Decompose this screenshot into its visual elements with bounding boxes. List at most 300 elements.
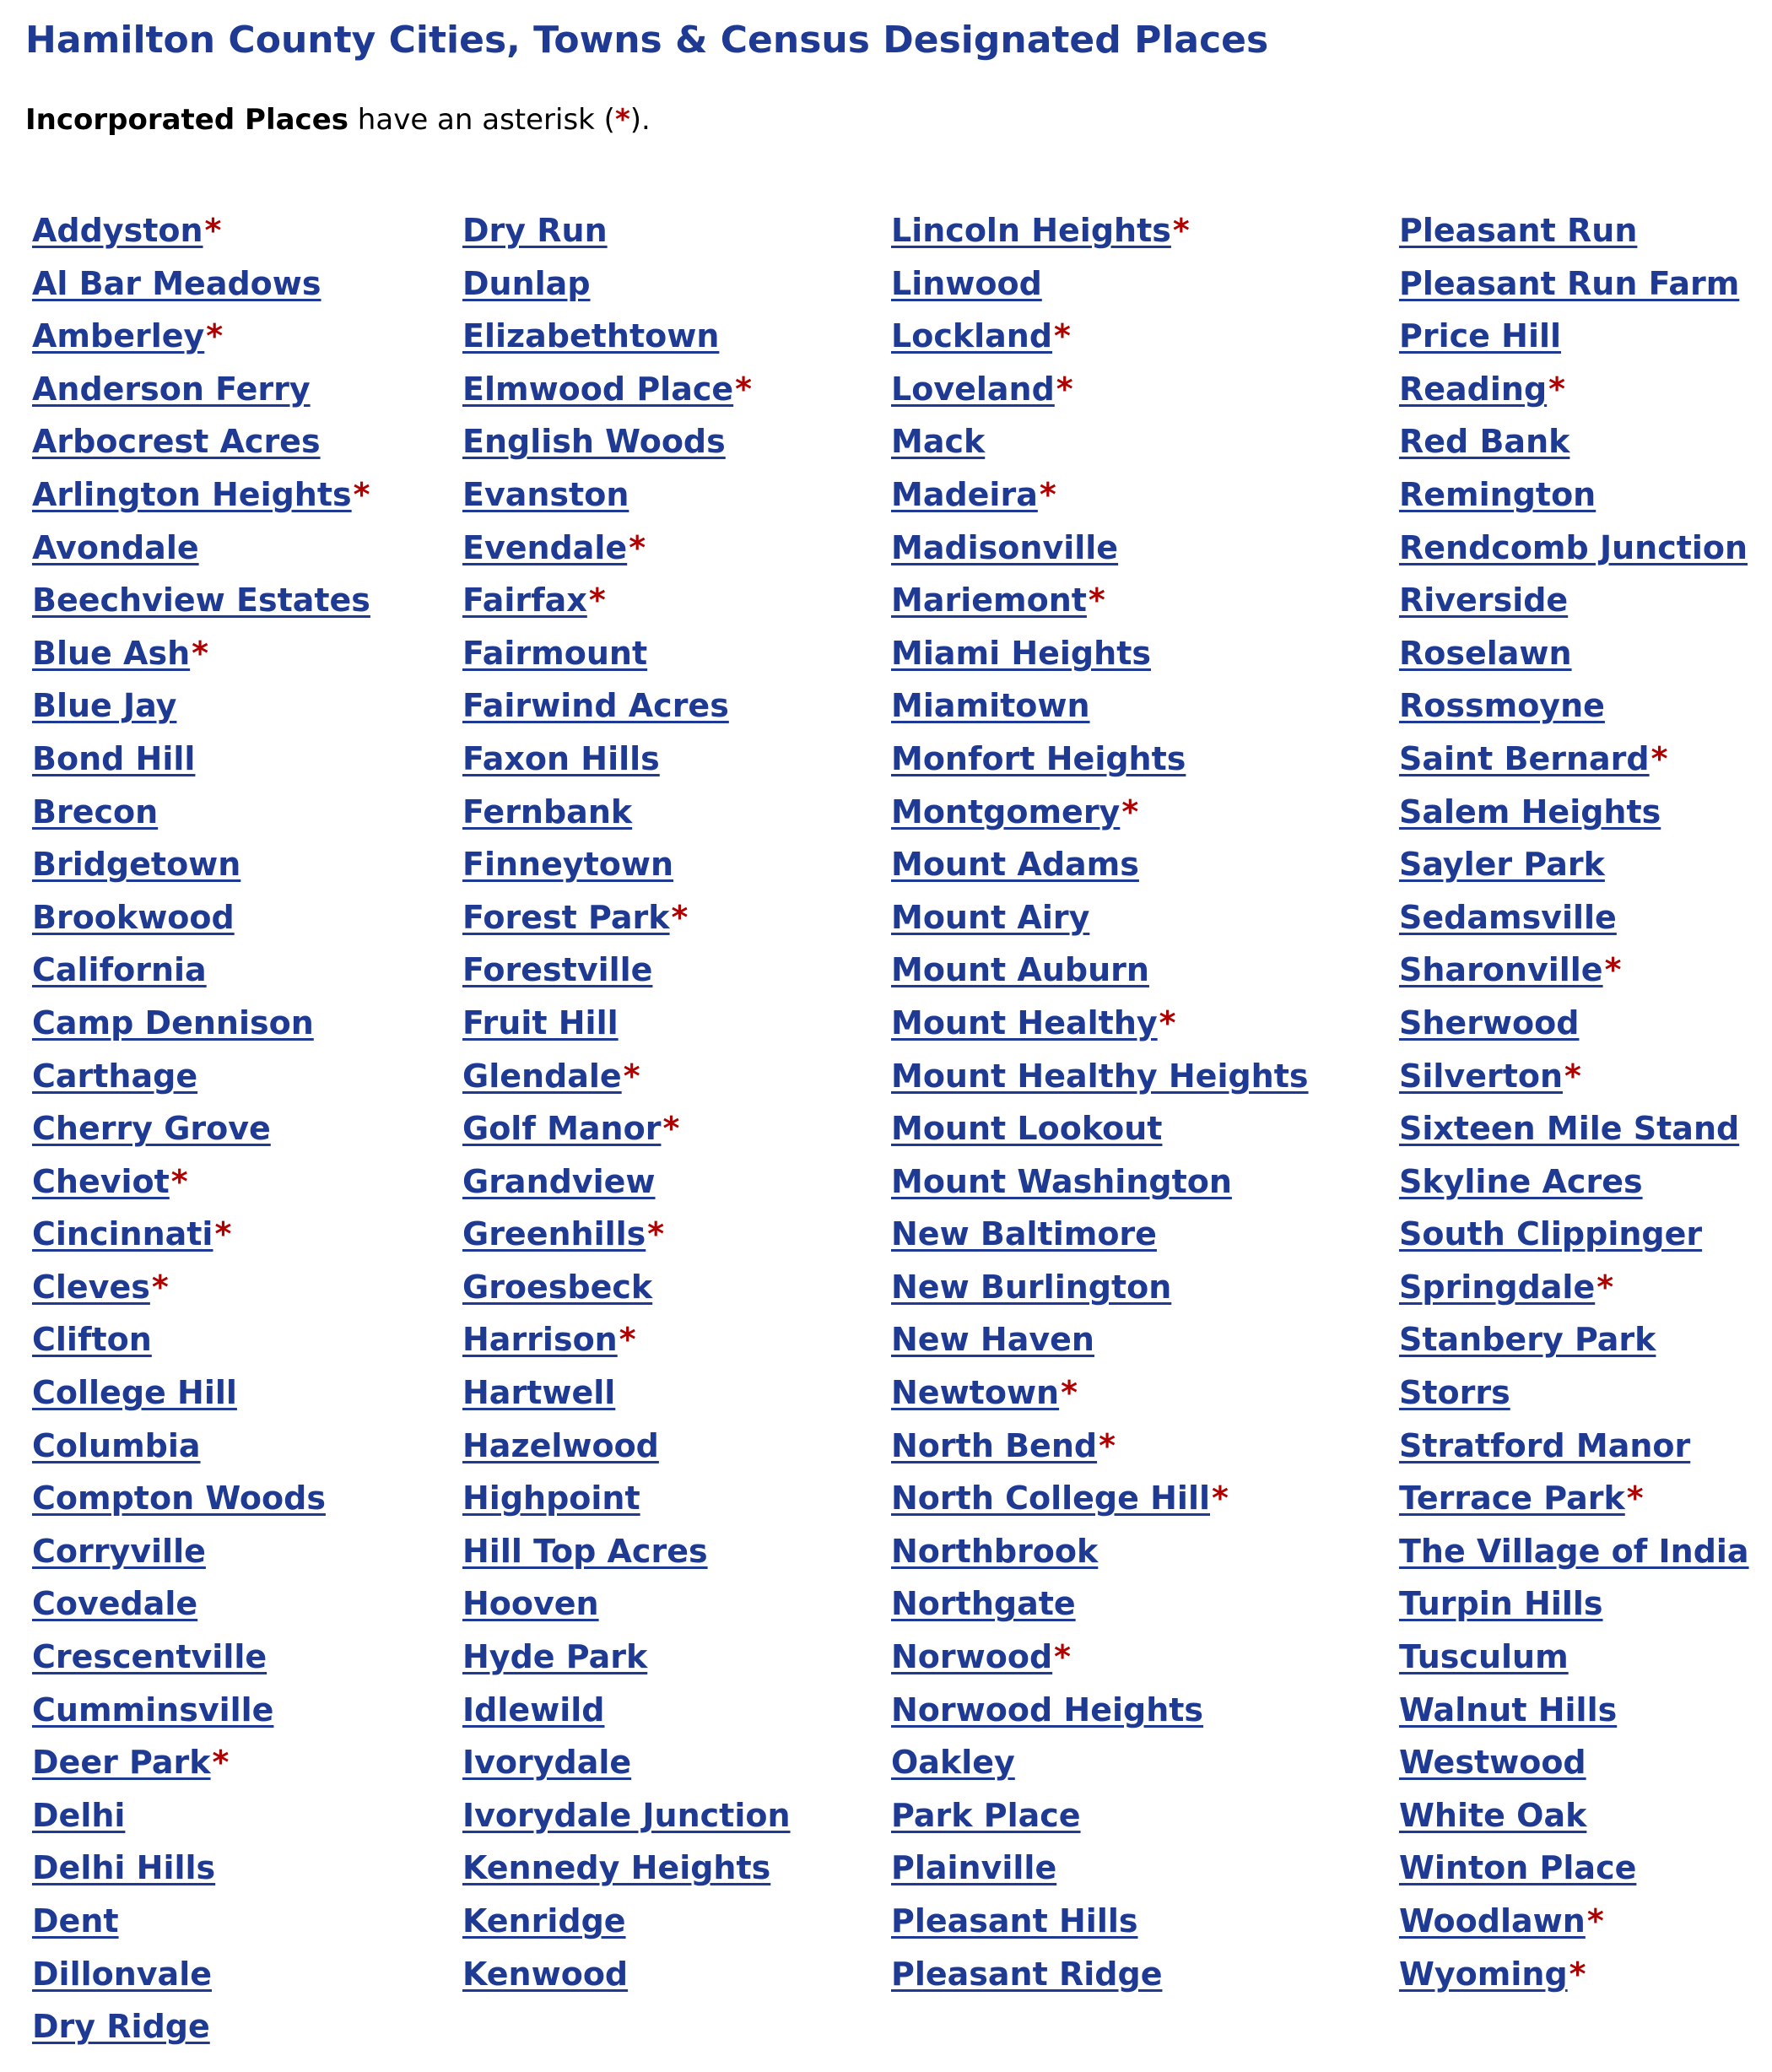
place-link[interactable]: Miamitown (891, 687, 1090, 725)
place-list-item (1399, 1313, 1749, 1366)
place-list-item (462, 1366, 791, 1420)
place-list-item (32, 204, 370, 257)
place-list-item (891, 944, 1309, 997)
incorporated-asterisk: * (1121, 793, 1139, 830)
place-link[interactable]: Elmwood Place (462, 370, 734, 408)
place-list-item (32, 1631, 370, 1684)
place-link[interactable]: Loveland (891, 370, 1055, 408)
place-list-item (32, 363, 370, 416)
place-link[interactable]: Monfort Heights (891, 739, 1186, 777)
place-list-item (891, 1366, 1309, 1420)
incorporated-asterisk: * (735, 370, 753, 408)
place-link[interactable]: Fairfax (462, 582, 587, 619)
incorporated-asterisk: * (588, 582, 606, 619)
place-link[interactable]: Delhi Hills (32, 1849, 216, 1887)
place-list-item (1399, 1420, 1749, 1473)
place-list-item (891, 838, 1309, 891)
place-link[interactable]: Cleves (32, 1268, 150, 1306)
place-link[interactable]: Rossmoyne (1399, 687, 1605, 725)
place-link[interactable]: Fairmount (462, 634, 648, 672)
place-list-item (1399, 415, 1749, 468)
place-link[interactable]: Cherry Grove (32, 1110, 271, 1148)
place-list-item (32, 1736, 370, 1789)
place-list-item (1399, 679, 1749, 733)
incorporated-asterisk: * (647, 1215, 665, 1253)
place-link[interactable]: Corryville (32, 1532, 206, 1570)
place-link[interactable]: Winton Place (1399, 1849, 1637, 1887)
incorporated-asterisk: * (1548, 370, 1566, 408)
place-link[interactable]: Hyde Park (462, 1638, 648, 1676)
place-list-item (462, 204, 791, 257)
place-link[interactable]: Hartwell (462, 1374, 616, 1412)
place-link[interactable]: Pleasant Hills (891, 1902, 1138, 1939)
place-link[interactable]: Brecon (32, 793, 159, 830)
place-link[interactable]: Anderson Ferry (32, 370, 311, 408)
place-list-item (32, 1842, 370, 1895)
place-link[interactable]: Addyston (32, 212, 203, 249)
place-list-item (462, 627, 791, 680)
incorporated-asterisk: * (206, 317, 224, 355)
place-link[interactable]: Camp Dennison (32, 1004, 314, 1041)
place-link[interactable]: Columbia (32, 1426, 201, 1464)
place-list-item (462, 838, 791, 891)
place-list-item (891, 1155, 1309, 1209)
place-list-item (32, 1155, 370, 1209)
place-link[interactable]: Kennedy Heights (462, 1849, 771, 1887)
place-list-item (32, 1789, 370, 1842)
place-link[interactable]: Harrison (462, 1321, 618, 1359)
place-link[interactable]: Walnut Hills (1399, 1691, 1618, 1728)
place-link[interactable]: Reading (1399, 370, 1548, 408)
place-link[interactable]: South Clippinger (1399, 1215, 1703, 1253)
incorporated-asterisk: * (170, 1162, 188, 1200)
place-list-item (462, 944, 791, 997)
place-list-item (462, 1420, 791, 1473)
place-link[interactable]: Rendcomb Junction (1399, 528, 1748, 566)
intro-end-text: ). (629, 103, 651, 137)
incorporated-asterisk: * (1099, 1426, 1116, 1464)
intro-asterisk: * (614, 103, 630, 137)
place-link[interactable]: Evanston (462, 475, 629, 513)
place-list-item (462, 679, 791, 733)
place-link[interactable]: Silverton (1399, 1057, 1564, 1095)
place-list-item (1399, 1366, 1749, 1420)
place-list-item (1399, 363, 1749, 416)
place-list-item (32, 944, 370, 997)
place-link[interactable]: Riverside (1399, 582, 1569, 619)
place-link[interactable]: New Baltimore (891, 1215, 1157, 1253)
place-list-item (462, 1577, 791, 1631)
place-link[interactable]: Hill Top Acres (462, 1532, 708, 1570)
place-list-item (462, 574, 791, 627)
place-list-item (891, 257, 1309, 311)
place-link[interactable]: Red Bank (1399, 423, 1570, 461)
place-link[interactable]: Cincinnati (32, 1215, 213, 1253)
place-link[interactable]: Fruit Hill (462, 1004, 619, 1041)
place-link[interactable]: Hazelwood (462, 1426, 659, 1464)
place-link[interactable]: Remington (1399, 475, 1596, 513)
place-link[interactable]: English Woods (462, 423, 726, 461)
place-list-item (1399, 733, 1749, 786)
place-list-item (32, 468, 370, 522)
places-list (32, 204, 1772, 2072)
place-link[interactable]: Storrs (1399, 1374, 1510, 1412)
incorporated-asterisk: * (1564, 1057, 1581, 1095)
place-list-item (1399, 1631, 1749, 1684)
place-list-item (1399, 1684, 1749, 1737)
place-link[interactable]: Cheviot (32, 1162, 170, 1200)
place-link[interactable]: Miami Heights (891, 634, 1151, 672)
place-list-item (462, 891, 791, 944)
page-title: Hamilton County Cities, Towns & Census Designated Places (25, 19, 1269, 62)
place-list-item (462, 1684, 791, 1737)
place-link[interactable]: Fernbank (462, 793, 633, 830)
place-list-item (32, 997, 370, 1050)
incorporated-asterisk: * (192, 634, 208, 672)
place-list-item (891, 1420, 1309, 1473)
place-list-item (462, 522, 791, 575)
place-list-item (462, 415, 791, 468)
place-link[interactable]: Amberley (32, 317, 205, 355)
place-list-item (32, 1261, 370, 1314)
place-list-item (891, 1789, 1309, 1842)
place-list-item (462, 1472, 791, 1525)
place-list-item (32, 1948, 370, 2001)
incorporated-asterisk: * (214, 1215, 232, 1253)
place-link[interactable]: Northgate (891, 1585, 1076, 1623)
place-list-item (1399, 310, 1749, 363)
place-list-item (32, 415, 370, 468)
place-link[interactable]: Finneytown (462, 846, 674, 884)
place-list-item (32, 1208, 370, 1261)
place-link[interactable]: Dent (32, 1902, 119, 1939)
place-list-item (891, 733, 1309, 786)
place-list-item (891, 522, 1309, 575)
place-list-item (891, 204, 1309, 257)
place-link[interactable]: Madeira (891, 475, 1038, 513)
place-link[interactable]: Turpin Hills (1399, 1585, 1603, 1623)
place-link[interactable]: Linwood (891, 264, 1042, 302)
place-list-item (1399, 944, 1749, 997)
place-list-item (891, 1102, 1309, 1155)
place-list-item (32, 1577, 370, 1631)
place-link[interactable]: Westwood (1399, 1744, 1586, 1782)
place-link[interactable]: Al Bar Meadows (32, 264, 321, 302)
place-list-item (891, 1631, 1309, 1684)
place-link[interactable]: Deer Park (32, 1744, 211, 1782)
incorporated-asterisk: * (671, 898, 689, 936)
place-link[interactable]: Mount Lookout (891, 1110, 1163, 1148)
place-link[interactable]: Mack (891, 423, 986, 461)
place-link[interactable]: Mount Healthy (891, 1004, 1158, 1041)
place-list-item (32, 838, 370, 891)
place-list-item (32, 786, 370, 839)
place-link[interactable]: Montgomery (891, 793, 1121, 830)
place-link[interactable]: Carthage (32, 1057, 198, 1095)
place-link[interactable]: Cumminsville (32, 1691, 274, 1728)
incorporated-asterisk: * (662, 1110, 680, 1148)
place-link[interactable]: Avondale (32, 528, 199, 566)
place-link[interactable]: Dry Ridge (32, 2008, 210, 2046)
place-list-item (32, 1420, 370, 1473)
place-link[interactable]: Clifton (32, 1321, 152, 1359)
place-link[interactable]: Roselawn (1399, 634, 1572, 672)
place-link[interactable]: Skyline Acres (1399, 1162, 1643, 1200)
place-link[interactable]: Pleasant Ridge (891, 1955, 1163, 1993)
place-link[interactable]: Pleasant Run Farm (1399, 264, 1740, 302)
place-list-item (32, 679, 370, 733)
place-list-item (1399, 1577, 1749, 1631)
place-link[interactable]: Saint Bernard (1399, 739, 1650, 777)
place-link[interactable]: Madisonville (891, 528, 1119, 566)
place-link[interactable]: Forestville (462, 951, 653, 989)
place-list-item (891, 1842, 1309, 1895)
place-link[interactable]: Bridgetown (32, 846, 241, 884)
place-link[interactable]: Evendale (462, 528, 628, 566)
place-link[interactable]: Greenhills (462, 1215, 646, 1253)
place-list-item (462, 733, 791, 786)
place-link[interactable]: Arbocrest Acres (32, 423, 321, 461)
place-link[interactable]: Sharonville (1399, 951, 1603, 989)
place-link[interactable]: Plainville (891, 1849, 1057, 1887)
place-link[interactable]: Glendale (462, 1057, 622, 1095)
incorporated-asterisk: * (623, 1057, 640, 1095)
place-list-item (1399, 1842, 1749, 1895)
place-link[interactable]: Idlewild (462, 1691, 605, 1728)
place-list-item (32, 627, 370, 680)
place-list-item (891, 1525, 1309, 1578)
place-link[interactable]: Salem Heights (1399, 793, 1661, 830)
place-link[interactable]: Hooven (462, 1585, 599, 1623)
place-list-item (1399, 1261, 1749, 1314)
place-link[interactable]: Stratford Manor (1399, 1426, 1691, 1464)
incorporated-asterisk: * (1569, 1955, 1586, 1993)
place-link[interactable]: Sayler Park (1399, 846, 1605, 884)
place-list-item (462, 257, 791, 311)
place-link[interactable]: Kenridge (462, 1902, 626, 1939)
incorporated-asterisk: * (1056, 370, 1073, 408)
place-list-item (462, 363, 791, 416)
place-link[interactable]: Mount Auburn (891, 951, 1149, 989)
place-list-item (891, 891, 1309, 944)
place-link[interactable]: Brookwood (32, 898, 235, 936)
place-link[interactable]: Ivorydale Junction (462, 1796, 791, 1834)
place-link[interactable]: Grandview (462, 1162, 656, 1200)
place-link[interactable]: Kenwood (462, 1955, 629, 1993)
place-list-item (891, 1313, 1309, 1366)
place-list-item (462, 1736, 791, 1789)
place-link[interactable]: Terrace Park (1399, 1480, 1625, 1517)
place-link[interactable]: Park Place (891, 1796, 1081, 1834)
place-link[interactable]: Oakley (891, 1744, 1015, 1782)
incorporated-asterisk: * (1650, 739, 1668, 777)
intro-text (25, 103, 651, 137)
place-list-item (462, 1631, 791, 1684)
incorporated-asterisk: * (629, 528, 646, 566)
place-link[interactable]: Mount Airy (891, 898, 1090, 936)
place-list-item (32, 1895, 370, 1948)
place-link[interactable]: Norwood (891, 1638, 1053, 1676)
incorporated-asterisk: * (1061, 1374, 1078, 1412)
place-link[interactable]: Dillonvale (32, 1955, 212, 1993)
place-list-item (1399, 1208, 1749, 1261)
place-link[interactable]: Woodlawn (1399, 1902, 1586, 1939)
place-list-item (1399, 838, 1749, 891)
place-list-item (32, 1102, 370, 1155)
place-list-item (891, 1577, 1309, 1631)
place-list-item (1399, 468, 1749, 522)
place-list-item (462, 468, 791, 522)
place-link[interactable]: Delhi (32, 1796, 126, 1834)
place-list-item (32, 310, 370, 363)
place-list-item (891, 1948, 1309, 2001)
place-link[interactable]: Mount Healthy Heights (891, 1057, 1309, 1095)
place-link[interactable]: Blue Ash (32, 634, 191, 672)
places-column-2 (462, 204, 791, 2000)
place-list-item (891, 1895, 1309, 1948)
place-list-item (891, 363, 1309, 416)
place-link[interactable]: California (32, 951, 207, 989)
place-list-item (462, 1525, 791, 1578)
places-column-4 (1399, 204, 1749, 2000)
place-list-item (462, 1842, 791, 1895)
place-link[interactable]: North College Hill (891, 1480, 1210, 1517)
place-list-item (462, 1789, 791, 1842)
place-list-item (891, 310, 1309, 363)
place-list-item (891, 679, 1309, 733)
place-list-item (1399, 786, 1749, 839)
place-link[interactable]: Dry Run (462, 212, 608, 249)
place-list-item (32, 1684, 370, 1737)
place-link[interactable]: Newtown (891, 1374, 1060, 1412)
place-list-item (1399, 522, 1749, 575)
place-list-item (462, 1948, 791, 2001)
place-link[interactable]: Blue Jay (32, 687, 177, 725)
incorporated-asterisk: * (204, 212, 222, 249)
place-link[interactable]: North Bend (891, 1426, 1098, 1464)
place-link[interactable]: Mariemont (891, 582, 1087, 619)
place-link[interactable]: Price Hill (1399, 317, 1562, 355)
incorporated-asterisk: * (1159, 1004, 1176, 1041)
place-list-item (1399, 1102, 1749, 1155)
place-link[interactable]: Golf Manor (462, 1110, 662, 1148)
place-link[interactable]: Ivorydale (462, 1744, 632, 1782)
place-link[interactable]: Beechview Estates (32, 582, 370, 619)
place-link[interactable]: Sixteen Mile Stand (1399, 1110, 1740, 1148)
place-link[interactable]: New Haven (891, 1321, 1094, 1359)
place-list-item (891, 627, 1309, 680)
place-link[interactable]: Fairwind Acres (462, 687, 729, 725)
place-link[interactable]: Lincoln Heights (891, 212, 1171, 249)
place-list-item (462, 1050, 791, 1103)
place-link[interactable]: Crescentville (32, 1638, 267, 1676)
place-list-item (891, 574, 1309, 627)
place-link[interactable]: College Hill (32, 1374, 237, 1412)
place-list-item (32, 1525, 370, 1578)
incorporated-asterisk: * (619, 1321, 636, 1359)
place-list-item (1399, 1155, 1749, 1209)
place-list-item (32, 2000, 370, 2053)
place-list-item (891, 1684, 1309, 1737)
place-list-item (891, 997, 1309, 1050)
intro-middle-text: have an asterisk ( (348, 103, 615, 137)
place-link[interactable]: Mount Washington (891, 1162, 1232, 1200)
place-link[interactable]: Faxon Hills (462, 739, 660, 777)
place-list-item (32, 574, 370, 627)
place-link[interactable]: Sedamsville (1399, 898, 1617, 936)
place-link[interactable]: Forest Park (462, 898, 670, 936)
place-list-item (1399, 997, 1749, 1050)
place-link[interactable]: Highpoint (462, 1480, 640, 1517)
incorporated-asterisk: * (1054, 317, 1071, 355)
place-link[interactable]: Groesbeck (462, 1268, 653, 1306)
place-link[interactable]: Compton Woods (32, 1480, 326, 1517)
place-link[interactable]: Bond Hill (32, 739, 196, 777)
place-link[interactable]: White Oak (1399, 1796, 1587, 1834)
place-list-item (891, 1261, 1309, 1314)
place-list-item (32, 257, 370, 311)
place-list-item (891, 415, 1309, 468)
place-list-item (1399, 891, 1749, 944)
place-link[interactable]: Mount Adams (891, 846, 1139, 884)
place-link[interactable]: Sherwood (1399, 1004, 1580, 1041)
place-link[interactable]: New Burlington (891, 1268, 1172, 1306)
place-list-item (891, 1736, 1309, 1789)
place-link[interactable]: Arlington Heights (32, 475, 352, 513)
place-list-item (32, 522, 370, 575)
place-list-item (462, 1102, 791, 1155)
place-list-item (891, 1472, 1309, 1525)
place-link[interactable]: Covedale (32, 1585, 198, 1623)
place-link[interactable]: Elizabethtown (462, 317, 720, 355)
place-list-item (1399, 1525, 1749, 1578)
place-link[interactable]: Tusculum (1399, 1638, 1569, 1676)
place-list-item (462, 1208, 791, 1261)
incorporated-asterisk: * (1039, 475, 1056, 513)
place-link[interactable]: Northbrook (891, 1532, 1099, 1570)
place-link[interactable]: Dunlap (462, 264, 591, 302)
place-list-item (891, 468, 1309, 522)
place-list-item (32, 1472, 370, 1525)
place-list-item (32, 1313, 370, 1366)
place-list-item (891, 786, 1309, 839)
place-list-item (32, 1050, 370, 1103)
place-list-item (1399, 627, 1749, 680)
place-list-item (891, 1050, 1309, 1103)
incorporated-asterisk: * (1604, 951, 1622, 989)
places-column-1 (32, 204, 370, 2053)
place-list-item (462, 1895, 791, 1948)
place-list-item (32, 1366, 370, 1420)
place-list-item (1399, 1736, 1749, 1789)
place-link[interactable]: Norwood Heights (891, 1691, 1204, 1728)
place-link[interactable]: Stanbery Park (1399, 1321, 1656, 1359)
place-link[interactable]: Lockland (891, 317, 1053, 355)
incorporated-asterisk: * (353, 475, 370, 513)
place-list-item (1399, 1895, 1749, 1948)
intro-bold-label: Incorporated Places (25, 103, 348, 137)
place-link[interactable]: Pleasant Run (1399, 212, 1638, 249)
place-link[interactable]: The Village of India (1399, 1532, 1749, 1570)
incorporated-asterisk: * (1626, 1480, 1644, 1517)
place-list-item (462, 786, 791, 839)
place-link[interactable]: Springdale (1399, 1268, 1596, 1306)
places-column-3 (891, 204, 1309, 2000)
place-list-item (1399, 204, 1749, 257)
place-link[interactable]: Wyoming (1399, 1955, 1568, 1993)
place-list-item (1399, 257, 1749, 311)
place-list-item (462, 310, 791, 363)
